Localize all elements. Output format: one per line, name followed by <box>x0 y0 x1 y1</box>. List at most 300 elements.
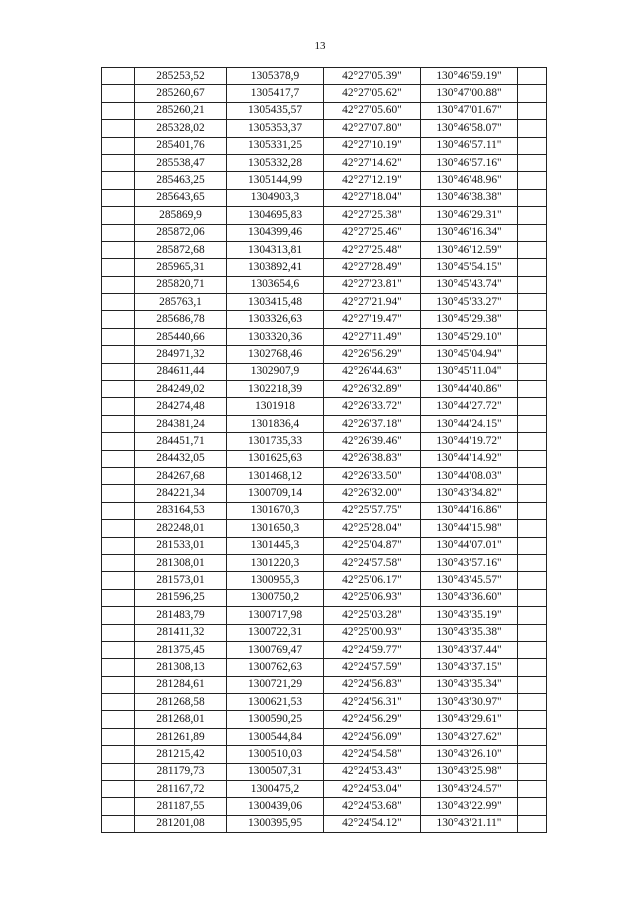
longitude-cell: 130°43'35.34" <box>421 676 518 693</box>
latitude-cell: 42°24'57.58" <box>324 554 421 571</box>
longitude-cell: 130°45'11.04" <box>421 363 518 380</box>
y-coordinate-cell: 1303326,63 <box>227 311 324 328</box>
y-coordinate-cell: 1303320,36 <box>227 328 324 345</box>
x-coordinate-cell: 285328,02 <box>135 120 227 137</box>
x-coordinate-cell: 281308,13 <box>135 659 227 676</box>
empty-cell <box>102 154 135 171</box>
latitude-cell: 42°24'53.68" <box>324 798 421 815</box>
table-row <box>102 572 547 589</box>
empty-cell <box>102 554 135 571</box>
empty-cell <box>518 294 547 311</box>
longitude-cell: 130°43'37.15" <box>421 659 518 676</box>
table-row <box>102 815 547 832</box>
empty-cell <box>102 467 135 484</box>
table-row <box>102 485 547 502</box>
y-coordinate-cell: 1300717,98 <box>227 607 324 624</box>
empty-cell <box>102 676 135 693</box>
longitude-cell: 130°44'24.15" <box>421 415 518 432</box>
empty-cell <box>518 172 547 189</box>
empty-cell <box>518 554 547 571</box>
latitude-cell: 42°24'54.12" <box>324 815 421 832</box>
latitude-cell: 42°24'56.29" <box>324 711 421 728</box>
table-row <box>102 607 547 624</box>
x-coordinate-cell: 285965,31 <box>135 259 227 276</box>
empty-cell <box>102 572 135 589</box>
longitude-cell: 130°46'59.19" <box>421 68 518 85</box>
empty-cell <box>102 415 135 432</box>
empty-cell <box>102 294 135 311</box>
empty-cell <box>102 381 135 398</box>
empty-cell <box>518 450 547 467</box>
empty-cell <box>518 589 547 606</box>
y-coordinate-cell: 1305331,25 <box>227 137 324 154</box>
latitude-cell: 42°24'59.77" <box>324 641 421 658</box>
x-coordinate-cell: 282248,01 <box>135 520 227 537</box>
empty-cell <box>518 68 547 85</box>
empty-cell <box>102 172 135 189</box>
x-coordinate-cell: 283164,53 <box>135 502 227 519</box>
empty-cell <box>102 781 135 798</box>
empty-cell <box>102 798 135 815</box>
empty-cell <box>518 676 547 693</box>
x-coordinate-cell: 281411,32 <box>135 624 227 641</box>
x-coordinate-cell: 285260,67 <box>135 85 227 102</box>
empty-cell <box>102 746 135 763</box>
y-coordinate-cell: 1301650,3 <box>227 520 324 537</box>
x-coordinate-cell: 285686,78 <box>135 311 227 328</box>
empty-cell <box>518 154 547 171</box>
latitude-cell: 42°26'44.63" <box>324 363 421 380</box>
x-coordinate-cell: 284451,71 <box>135 433 227 450</box>
empty-cell <box>102 520 135 537</box>
empty-cell <box>102 763 135 780</box>
longitude-cell: 130°47'00.88" <box>421 85 518 102</box>
empty-cell <box>518 85 547 102</box>
empty-cell <box>102 537 135 554</box>
x-coordinate-cell: 285463,25 <box>135 172 227 189</box>
longitude-cell: 130°46'12.59" <box>421 241 518 258</box>
y-coordinate-cell: 1300762,63 <box>227 659 324 676</box>
coordinates-table <box>101 67 547 833</box>
x-coordinate-cell: 281201,08 <box>135 815 227 832</box>
latitude-cell: 42°26'38.83" <box>324 450 421 467</box>
table-row <box>102 189 547 206</box>
y-coordinate-cell: 1305353,37 <box>227 120 324 137</box>
empty-cell <box>518 659 547 676</box>
table-row <box>102 781 547 798</box>
empty-cell <box>102 624 135 641</box>
latitude-cell: 42°26'56.29" <box>324 346 421 363</box>
x-coordinate-cell: 281215,42 <box>135 746 227 763</box>
longitude-cell: 130°46'58.07" <box>421 120 518 137</box>
table-row <box>102 85 547 102</box>
empty-cell <box>518 102 547 119</box>
table-row <box>102 346 547 363</box>
latitude-cell: 42°27'25.46" <box>324 224 421 241</box>
empty-cell <box>518 189 547 206</box>
empty-cell <box>518 728 547 745</box>
x-coordinate-cell: 284611,44 <box>135 363 227 380</box>
empty-cell <box>518 398 547 415</box>
empty-cell <box>518 502 547 519</box>
y-coordinate-cell: 1300544,84 <box>227 728 324 745</box>
latitude-cell: 42°27'07.80" <box>324 120 421 137</box>
longitude-cell: 130°44'27.72" <box>421 398 518 415</box>
empty-cell <box>102 433 135 450</box>
latitude-cell: 42°27'25.48" <box>324 241 421 258</box>
empty-cell <box>518 711 547 728</box>
empty-cell <box>102 85 135 102</box>
y-coordinate-cell: 1300475,2 <box>227 781 324 798</box>
table-row <box>102 120 547 137</box>
longitude-cell: 130°44'07.01" <box>421 537 518 554</box>
empty-cell <box>518 537 547 554</box>
longitude-cell: 130°44'15.98" <box>421 520 518 537</box>
latitude-cell: 42°26'33.72" <box>324 398 421 415</box>
latitude-cell: 42°27'23.81" <box>324 276 421 293</box>
longitude-cell: 130°44'14.92" <box>421 450 518 467</box>
empty-cell <box>102 363 135 380</box>
y-coordinate-cell: 1301670,3 <box>227 502 324 519</box>
x-coordinate-cell: 285538,47 <box>135 154 227 171</box>
x-coordinate-cell: 285401,76 <box>135 137 227 154</box>
empty-cell <box>102 450 135 467</box>
empty-cell <box>102 207 135 224</box>
x-coordinate-cell: 285643,65 <box>135 189 227 206</box>
table-row <box>102 746 547 763</box>
table-row <box>102 711 547 728</box>
x-coordinate-cell: 285763,1 <box>135 294 227 311</box>
empty-cell <box>518 815 547 832</box>
longitude-cell: 130°43'25.98" <box>421 763 518 780</box>
y-coordinate-cell: 1300621,53 <box>227 694 324 711</box>
empty-cell <box>518 328 547 345</box>
latitude-cell: 42°27'05.62" <box>324 85 421 102</box>
empty-cell <box>518 520 547 537</box>
table-row <box>102 450 547 467</box>
longitude-cell: 130°43'30.97" <box>421 694 518 711</box>
empty-cell <box>102 224 135 241</box>
y-coordinate-cell: 1300750,2 <box>227 589 324 606</box>
longitude-cell: 130°45'54.15" <box>421 259 518 276</box>
empty-cell <box>102 659 135 676</box>
latitude-cell: 42°25'28.04" <box>324 520 421 537</box>
empty-cell <box>102 137 135 154</box>
y-coordinate-cell: 1301445,3 <box>227 537 324 554</box>
latitude-cell: 42°26'37.18" <box>324 415 421 432</box>
latitude-cell: 42°24'54.58" <box>324 746 421 763</box>
table-row <box>102 589 547 606</box>
latitude-cell: 42°26'39.46" <box>324 433 421 450</box>
empty-cell <box>518 381 547 398</box>
table-row <box>102 467 547 484</box>
empty-cell <box>518 346 547 363</box>
latitude-cell: 42°27'14.62" <box>324 154 421 171</box>
y-coordinate-cell: 1302768,46 <box>227 346 324 363</box>
latitude-cell: 42°24'53.04" <box>324 781 421 798</box>
empty-cell <box>102 189 135 206</box>
table-row <box>102 172 547 189</box>
empty-cell <box>518 781 547 798</box>
x-coordinate-cell: 284249,02 <box>135 381 227 398</box>
longitude-cell: 130°43'22.99" <box>421 798 518 815</box>
longitude-cell: 130°45'29.10" <box>421 328 518 345</box>
longitude-cell: 130°45'04.94" <box>421 346 518 363</box>
y-coordinate-cell: 1300590,25 <box>227 711 324 728</box>
x-coordinate-cell: 284274,48 <box>135 398 227 415</box>
empty-cell <box>518 485 547 502</box>
y-coordinate-cell: 1304399,46 <box>227 224 324 241</box>
longitude-cell: 130°43'26.10" <box>421 746 518 763</box>
x-coordinate-cell: 285820,71 <box>135 276 227 293</box>
x-coordinate-cell: 281179,73 <box>135 763 227 780</box>
table-row <box>102 68 547 85</box>
empty-cell <box>102 711 135 728</box>
latitude-cell: 42°27'28.49" <box>324 259 421 276</box>
longitude-cell: 130°43'36.60" <box>421 589 518 606</box>
longitude-cell: 130°46'38.38" <box>421 189 518 206</box>
y-coordinate-cell: 1302907,9 <box>227 363 324 380</box>
y-coordinate-cell: 1304903,3 <box>227 189 324 206</box>
empty-cell <box>518 607 547 624</box>
y-coordinate-cell: 1305435,57 <box>227 102 324 119</box>
x-coordinate-cell: 281261,89 <box>135 728 227 745</box>
table-row <box>102 502 547 519</box>
longitude-cell: 130°43'35.19" <box>421 607 518 624</box>
y-coordinate-cell: 1300955,3 <box>227 572 324 589</box>
longitude-cell: 130°43'27.62" <box>421 728 518 745</box>
coordinates-table-body <box>102 68 547 833</box>
empty-cell <box>518 572 547 589</box>
y-coordinate-cell: 1305378,9 <box>227 68 324 85</box>
y-coordinate-cell: 1305144,99 <box>227 172 324 189</box>
empty-cell <box>102 398 135 415</box>
empty-cell <box>518 763 547 780</box>
x-coordinate-cell: 284267,68 <box>135 467 227 484</box>
latitude-cell: 42°27'21.94" <box>324 294 421 311</box>
latitude-cell: 42°24'53.43" <box>324 763 421 780</box>
table-row <box>102 659 547 676</box>
y-coordinate-cell: 1300721,29 <box>227 676 324 693</box>
x-coordinate-cell: 285872,06 <box>135 224 227 241</box>
longitude-cell: 130°44'16.86" <box>421 502 518 519</box>
x-coordinate-cell: 281268,01 <box>135 711 227 728</box>
empty-cell <box>102 694 135 711</box>
empty-cell <box>518 241 547 258</box>
table-row <box>102 294 547 311</box>
y-coordinate-cell: 1300395,95 <box>227 815 324 832</box>
table-row <box>102 207 547 224</box>
empty-cell <box>518 311 547 328</box>
y-coordinate-cell: 1300510,03 <box>227 746 324 763</box>
empty-cell <box>102 328 135 345</box>
y-coordinate-cell: 1303415,48 <box>227 294 324 311</box>
table-row <box>102 102 547 119</box>
x-coordinate-cell: 284221,34 <box>135 485 227 502</box>
empty-cell <box>102 502 135 519</box>
longitude-cell: 130°46'48.96" <box>421 172 518 189</box>
y-coordinate-cell: 1300722,31 <box>227 624 324 641</box>
longitude-cell: 130°45'29.38" <box>421 311 518 328</box>
latitude-cell: 42°25'57.75" <box>324 502 421 519</box>
x-coordinate-cell: 281187,55 <box>135 798 227 815</box>
longitude-cell: 130°43'24.57" <box>421 781 518 798</box>
y-coordinate-cell: 1303892,41 <box>227 259 324 276</box>
y-coordinate-cell: 1305332,28 <box>227 154 324 171</box>
x-coordinate-cell: 281573,01 <box>135 572 227 589</box>
table-row <box>102 224 547 241</box>
empty-cell <box>518 624 547 641</box>
latitude-cell: 42°25'06.17" <box>324 572 421 589</box>
longitude-cell: 130°44'19.72" <box>421 433 518 450</box>
empty-cell <box>102 641 135 658</box>
table-row <box>102 728 547 745</box>
table-row <box>102 415 547 432</box>
longitude-cell: 130°43'35.38" <box>421 624 518 641</box>
y-coordinate-cell: 1305417,7 <box>227 85 324 102</box>
table-row <box>102 276 547 293</box>
longitude-cell: 130°46'57.11" <box>421 137 518 154</box>
table-row <box>102 554 547 571</box>
table-row <box>102 537 547 554</box>
latitude-cell: 42°24'57.59" <box>324 659 421 676</box>
y-coordinate-cell: 1301836,4 <box>227 415 324 432</box>
latitude-cell: 42°24'56.09" <box>324 728 421 745</box>
empty-cell <box>518 224 547 241</box>
table-row <box>102 398 547 415</box>
empty-cell <box>518 694 547 711</box>
empty-cell <box>518 363 547 380</box>
empty-cell <box>518 137 547 154</box>
empty-cell <box>102 589 135 606</box>
longitude-cell: 130°45'33.27" <box>421 294 518 311</box>
x-coordinate-cell: 285260,21 <box>135 102 227 119</box>
empty-cell <box>102 346 135 363</box>
latitude-cell: 42°25'06.93" <box>324 589 421 606</box>
latitude-cell: 42°27'12.19" <box>324 172 421 189</box>
table-row <box>102 433 547 450</box>
x-coordinate-cell: 281483,79 <box>135 607 227 624</box>
x-coordinate-cell: 281533,01 <box>135 537 227 554</box>
latitude-cell: 42°25'00.93" <box>324 624 421 641</box>
empty-cell <box>102 276 135 293</box>
empty-cell <box>518 798 547 815</box>
longitude-cell: 130°46'29.31" <box>421 207 518 224</box>
longitude-cell: 130°44'08.03" <box>421 467 518 484</box>
empty-cell <box>518 746 547 763</box>
latitude-cell: 42°27'11.49" <box>324 328 421 345</box>
empty-cell <box>102 607 135 624</box>
table-row <box>102 798 547 815</box>
x-coordinate-cell: 281308,01 <box>135 554 227 571</box>
table-row <box>102 763 547 780</box>
empty-cell <box>102 815 135 832</box>
y-coordinate-cell: 1303654,6 <box>227 276 324 293</box>
empty-cell <box>102 259 135 276</box>
empty-cell <box>518 415 547 432</box>
empty-cell <box>518 467 547 484</box>
latitude-cell: 42°27'05.39" <box>324 68 421 85</box>
table-row <box>102 259 547 276</box>
y-coordinate-cell: 1301220,3 <box>227 554 324 571</box>
table-row <box>102 520 547 537</box>
empty-cell <box>102 102 135 119</box>
latitude-cell: 42°27'25.38" <box>324 207 421 224</box>
empty-cell <box>518 207 547 224</box>
page-number: 13 <box>314 40 326 52</box>
y-coordinate-cell: 1301468,12 <box>227 467 324 484</box>
table-row <box>102 311 547 328</box>
longitude-cell: 130°43'57.16" <box>421 554 518 571</box>
y-coordinate-cell: 1304695,83 <box>227 207 324 224</box>
x-coordinate-cell: 281268,58 <box>135 694 227 711</box>
y-coordinate-cell: 1301625,63 <box>227 450 324 467</box>
table-row <box>102 381 547 398</box>
x-coordinate-cell: 281375,45 <box>135 641 227 658</box>
empty-cell <box>102 120 135 137</box>
table-row <box>102 363 547 380</box>
empty-cell <box>518 433 547 450</box>
empty-cell <box>518 120 547 137</box>
latitude-cell: 42°27'18.04" <box>324 189 421 206</box>
longitude-cell: 130°43'37.44" <box>421 641 518 658</box>
longitude-cell: 130°43'34.82" <box>421 485 518 502</box>
x-coordinate-cell: 284971,32 <box>135 346 227 363</box>
latitude-cell: 42°25'03.28" <box>324 607 421 624</box>
y-coordinate-cell: 1302218,39 <box>227 381 324 398</box>
x-coordinate-cell: 285253,52 <box>135 68 227 85</box>
table-row <box>102 241 547 258</box>
table-row <box>102 641 547 658</box>
x-coordinate-cell: 285869,9 <box>135 207 227 224</box>
y-coordinate-cell: 1300709,14 <box>227 485 324 502</box>
table-row <box>102 137 547 154</box>
table-row <box>102 624 547 641</box>
latitude-cell: 42°27'05.60" <box>324 102 421 119</box>
empty-cell <box>518 259 547 276</box>
latitude-cell: 42°25'04.87" <box>324 537 421 554</box>
latitude-cell: 42°24'56.83" <box>324 676 421 693</box>
table-row <box>102 694 547 711</box>
empty-cell <box>102 728 135 745</box>
longitude-cell: 130°43'21.11" <box>421 815 518 832</box>
empty-cell <box>518 641 547 658</box>
empty-cell <box>102 311 135 328</box>
latitude-cell: 42°24'56.31" <box>324 694 421 711</box>
longitude-cell: 130°45'43.74" <box>421 276 518 293</box>
latitude-cell: 42°27'10.19" <box>324 137 421 154</box>
empty-cell <box>518 276 547 293</box>
empty-cell <box>102 485 135 502</box>
y-coordinate-cell: 1300439,06 <box>227 798 324 815</box>
longitude-cell: 130°44'40.86" <box>421 381 518 398</box>
longitude-cell: 130°47'01.67" <box>421 102 518 119</box>
latitude-cell: 42°26'32.00" <box>324 485 421 502</box>
table-row <box>102 328 547 345</box>
y-coordinate-cell: 1300769,47 <box>227 641 324 658</box>
table-row <box>102 154 547 171</box>
latitude-cell: 42°26'32.89" <box>324 381 421 398</box>
longitude-cell: 130°43'29.61" <box>421 711 518 728</box>
y-coordinate-cell: 1301918 <box>227 398 324 415</box>
empty-cell <box>102 68 135 85</box>
x-coordinate-cell: 284381,24 <box>135 415 227 432</box>
longitude-cell: 130°46'16.34" <box>421 224 518 241</box>
y-coordinate-cell: 1304313,81 <box>227 241 324 258</box>
x-coordinate-cell: 285872,68 <box>135 241 227 258</box>
x-coordinate-cell: 285440,66 <box>135 328 227 345</box>
x-coordinate-cell: 281596,25 <box>135 589 227 606</box>
